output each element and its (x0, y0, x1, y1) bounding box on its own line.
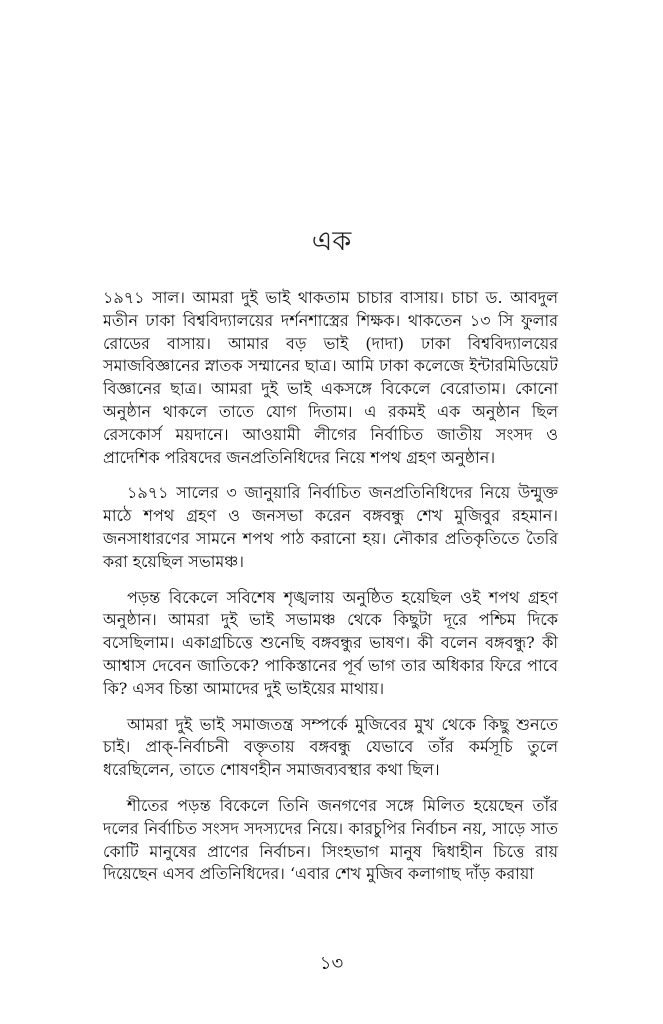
paragraph: শীতের পড়ন্ত বিকেলে তিনি জনগণের সঙ্গে মিলিত হয়েছেন তাঁর দলের নির্বাচিত সংসদ সদস্যদের নিয়ে। কারচুপির নির্বাচন নয়, সাড়ে সাত কোটি মানুষের প্রাণের নির্বাচন। সিংহভাগ মানুষ দ্বিধাহীন চিত্তে রায় দিয়েছেন এসব প্রতিনিধিদের। ‘এবার শেখ মুজিব কলাগাছ দাঁড় করায়া (103, 795, 558, 884)
page-number: ১৩ (319, 953, 344, 974)
body-text (103, 287, 558, 899)
paragraph: ১৯৭১ সালের ৩ জানুয়ারি নির্বাচিত জনপ্রতিনিধিদের নিয়ে উন্মুক্ত মাঠে শপথ গ্রহণ ও জনসভা করেন বঙ্গবন্ধু শেখ মুজিবুর রহমান। জনসাধারণের সামনে শপথ পাঠ করানো হয়। নৌকার প্রতিকৃতিতে তৈরি করা হয়েছিল সভামঞ্চ। (103, 483, 558, 571)
chapter-title: এক (311, 226, 352, 257)
paragraph: পড়ন্ত বিকেলে সবিশেষ শৃঙ্খলায় অনুষ্ঠিত হয়েছিল ওই শপথ গ্রহণ অনুষ্ঠান। আমরা দুই ভাই সভামঞ্চ থেকে কিছুটা দূরে পশ্চিম দিকে বসেছিলাম। একাগ্রচিত্তে শুনেছি বঙ্গবন্ধুর ভাষণ। কী বলেন বঙ্গবন্ধু? কী আশ্বাস দেবেন জাতিকে? পাকিস্তানের পূর্ব ভাগ তার অধিকার ফিরে পাবে কি? এসব চিন্তা আমাদের দুই ভাইয়ের মাথায়। (103, 587, 558, 698)
paragraph: আমরা দুই ভাই সমাজতন্ত্র সম্পর্কে মুজিবের মুখ থেকে কিছু শুনতে চাই। প্রাক্-নির্বাচনী বক্তৃতায় বঙ্গবন্ধু যেভাবে তাঁর কর্মসূচি তুলে ধরেছিলেন, তাতে শোষণহীন সমাজব্যবস্থার কথা ছিল। (103, 714, 558, 780)
paragraph: ১৯৭১ সাল। আমরা দুই ভাই থাকতাম চাচার বাসায়। চাচা ড. আবদুল মতীন ঢাকা বিশ্ববিদ্যালয়ের দর্শনশাস্ত্রের শিক্ষক। থাকতেন ১৩ সি ফুলার রোডের বাসায়। আমার বড় ভাই (দাদা) ঢাকা বিশ্ববিদ্যালয়ের সমাজবিজ্ঞানের স্নাতক সম্মানের ছাত্র। আমি ঢাকা কলেজে ইন্টারমিডিয়েট বিজ্ঞানের ছাত্র। আমরা দুই ভাই একসঙ্গে বিকেলে বেরোতাম। কোনো অনুষ্ঠান থাকলে তাতে যোগ দিতাম। এ রকমই এক অনুষ্ঠান ছিল রেসকোর্স ময়দানে। আওয়ামী লীগের নির্বাচিত জাতীয় সংসদ ও প্রাদেশিক পরিষদের জনপ্রতিনিধিদের নিয়ে শপথ গ্রহণ অনুষ্ঠান। (103, 288, 558, 467)
